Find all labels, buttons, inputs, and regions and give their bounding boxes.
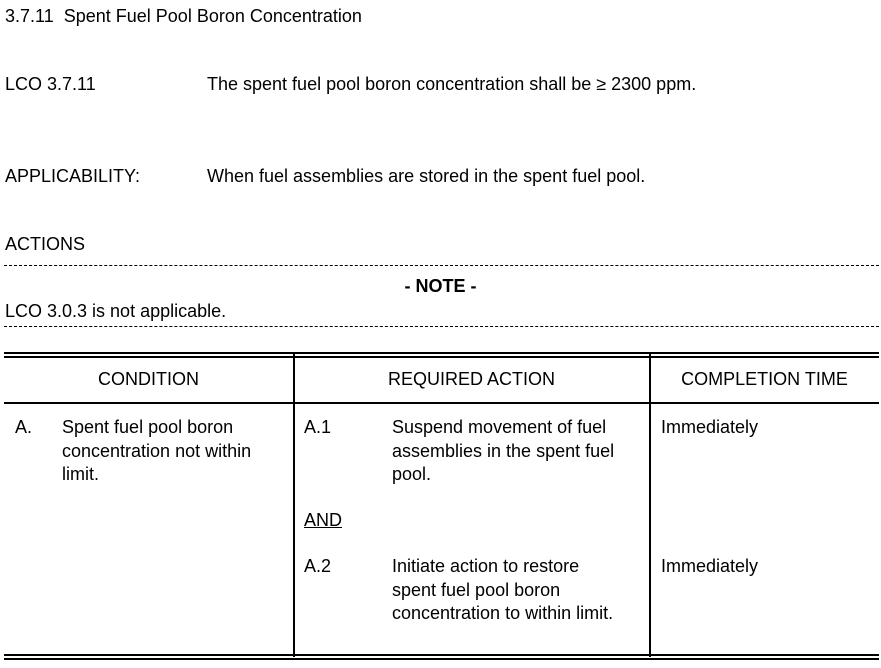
table-top-border [4, 352, 879, 354]
action-id-a2: A.2 [304, 556, 332, 576]
header-required-action: REQUIRED ACTION [387, 369, 556, 389]
condition-letter: A. [15, 417, 33, 437]
logical-connector-and: AND [304, 510, 343, 530]
note-top-divider [4, 265, 879, 266]
header-condition: CONDITION [98, 369, 199, 389]
section-number: 3.7.11 [5, 6, 54, 26]
note-bottom-divider [4, 326, 879, 327]
table-bottom-border-inner [4, 658, 879, 660]
header-completion-time: COMPLETION TIME [681, 369, 848, 389]
section-title-text: Spent Fuel Pool Boron Concentration [63, 6, 362, 26]
applicability-text: When fuel assemblies are stored in the spent fuel pool. [207, 166, 646, 186]
lco-label: LCO 3.7.11 [5, 74, 96, 94]
condition-text: Spent fuel pool boron concentration not within limit. [62, 417, 252, 484]
table-header-divider [4, 402, 879, 404]
table-bottom-border [4, 654, 879, 656]
completion-time-a1: Immediately [661, 417, 759, 437]
action-text-a2: Initiate action to restore spent fuel pool boron concentration to within limit. [392, 556, 614, 623]
action-text-a1: Suspend movement of fuel assemblies in the spent fuel pool. [392, 417, 615, 484]
column-divider-1 [293, 353, 295, 657]
actions-heading: ACTIONS [5, 234, 86, 254]
note-title: - NOTE - [404, 276, 477, 296]
note-text: LCO 3.0.3 is not applicable. [5, 301, 227, 321]
lco-text: The spent fuel pool boron concentration shall be ≥ 2300 ppm. [207, 74, 697, 94]
section-title [5, 5, 362, 29]
column-divider-2 [649, 353, 651, 657]
action-id-a1: A.1 [304, 417, 332, 437]
applicability-label: APPLICABILITY: [5, 166, 141, 186]
table-top-border-inner [4, 356, 879, 358]
completion-time-a2: Immediately [661, 556, 759, 576]
